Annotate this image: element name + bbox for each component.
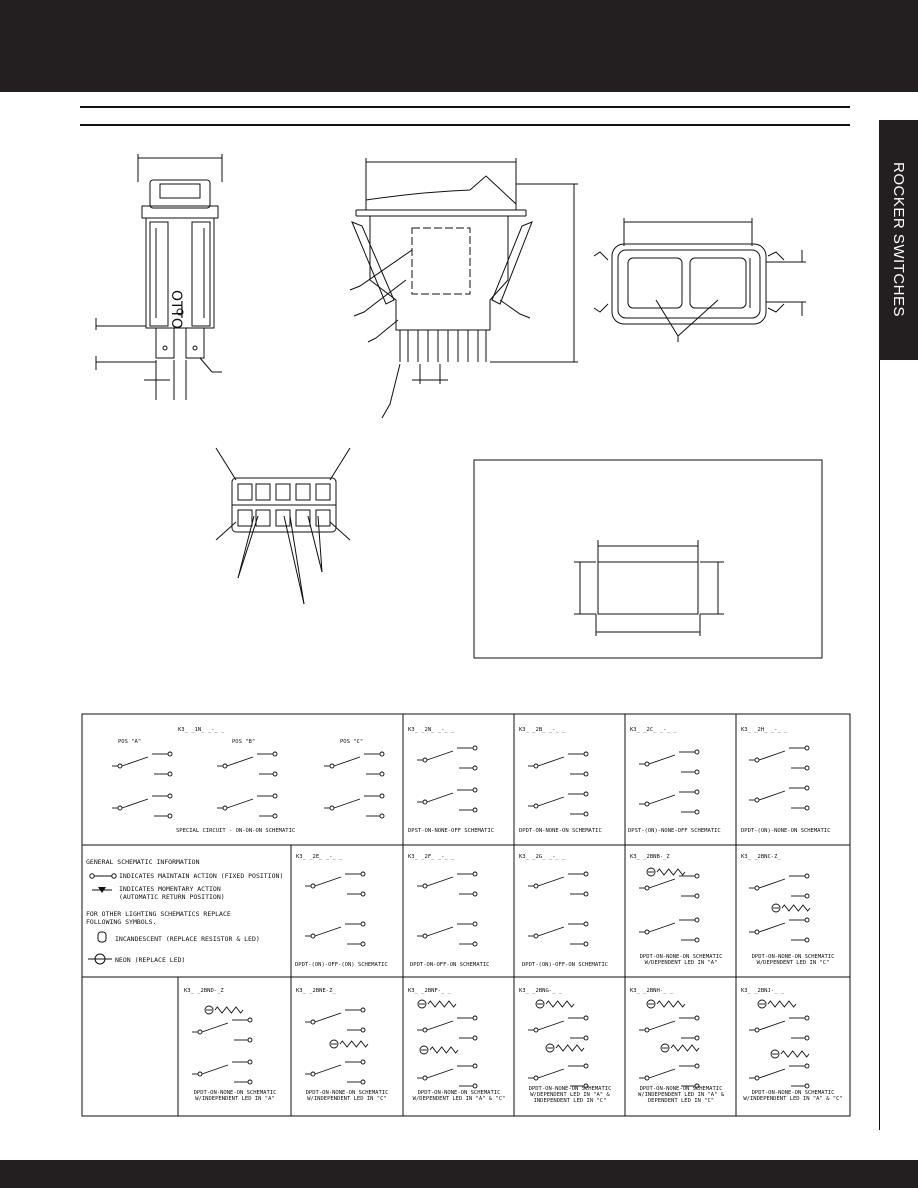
cell-caption: DPDT-ON-NONE-ON SCHEMATIC (519, 828, 602, 834)
schematic-mark (223, 764, 227, 768)
schematic-mark (423, 884, 427, 888)
schematic-mark (473, 746, 477, 750)
cell-caption: DPST-ON-NONE-OFF SCHEMATIC (408, 828, 495, 834)
schematic-mark (645, 886, 649, 890)
cell-code: K3_ _2BNG-_ _ (519, 988, 563, 994)
schematic-mark (118, 806, 122, 810)
terminal-view-drawing (216, 448, 350, 604)
schematic-mark (671, 1045, 699, 1051)
schematic-mark (273, 794, 277, 798)
schematic-mark (202, 1023, 228, 1032)
schematic-mark (315, 877, 341, 886)
schematic-mark (805, 766, 809, 770)
cell-caption: DPDT-ON-NONE-ON SCHEMATIC W/INDEPENDENT LED IN "A" & DEPENDENT LED IN "C" (637, 1086, 725, 1104)
schematic-mark (781, 1051, 809, 1057)
schematic-mark (649, 879, 675, 888)
schematic-mark (423, 1028, 427, 1032)
other-lighting-note: FOR OTHER LIGHTING SCHEMATICS REPLACE (86, 910, 231, 918)
cell-caption: DPST-(ON)-NONE-OFF SCHEMATIC (628, 828, 721, 834)
cell-code: K3_ _2E_ _-_ _ (296, 854, 343, 860)
pos-c-label: POS "C" (340, 739, 364, 745)
schematic-mark (122, 799, 148, 808)
schematic-mark (649, 795, 675, 804)
cell-code: K3_ _2F_ _-_ _ (408, 854, 455, 860)
schematic-mark (118, 764, 122, 768)
schematic-mark (695, 918, 699, 922)
schematic-mark (122, 757, 148, 766)
schematic-mark (584, 772, 588, 776)
schematic-mark (645, 930, 649, 934)
bezel-view-drawing (594, 218, 806, 342)
schematic-mark (473, 1064, 477, 1068)
schematic-mark (473, 1016, 477, 1020)
schematic-mark (428, 1001, 456, 1007)
cell-code: K3_ _2H_ _-_ _ (741, 727, 788, 733)
cell-caption-wrap (628, 954, 734, 976)
schematic-mark (759, 879, 785, 888)
schematic-mark (584, 812, 588, 816)
schematic-mark (361, 872, 365, 876)
schematic-mark (534, 884, 538, 888)
cell-caption: DPDT-ON-NONE-ON SCHEMATIC W/DEPENDENT LED IN "A" (639, 954, 723, 966)
schematic-mark (473, 922, 477, 926)
schematic-mark (534, 764, 538, 768)
schematic-mark (473, 892, 477, 896)
cell-caption: DPDT-ON-NONE-ON SCHEMATIC W/INDEPENDENT LED IN "C" (305, 1090, 389, 1102)
schematic-mark (273, 752, 277, 756)
schematic-mark (584, 1016, 588, 1020)
schematic-mark (380, 752, 384, 756)
schematic-mark (805, 806, 809, 810)
cell-caption: DPDT-(ON)-OFF-(ON) SCHEMATIC (295, 962, 388, 968)
side-view-drawing (96, 154, 222, 400)
schematic-mark (215, 1007, 243, 1013)
schematic-mark (334, 799, 360, 808)
schematic-mark (649, 1069, 675, 1078)
pos-b-label: POS "B" (232, 739, 256, 745)
schematic-mark (334, 757, 360, 766)
schematic-mark (427, 1021, 453, 1030)
schematic-mark (538, 757, 564, 766)
special-circuit-code: K3_ _1N_ _-_ _ (178, 727, 225, 733)
cell-caption: DPDT-ON-NONE-ON SCHEMATIC W/DEPENDENT LED IN "A" & INDEPENDENT LED IN "C" (528, 1086, 612, 1104)
schematic-mark (695, 810, 699, 814)
schematic-mark (198, 1072, 202, 1076)
schematic-mark (427, 751, 453, 760)
schematic-mark (361, 1060, 365, 1064)
cell-caption: DPDT-ON-NONE-ON SCHEMATIC W/INDEPENDENT LED IN "A" & "C" (743, 1090, 843, 1102)
schematic-mark (584, 1064, 588, 1068)
cell-code: K3_ _2BNC-Z_ (741, 854, 781, 860)
schematic-mark (427, 793, 453, 802)
schematic-mark (538, 1069, 564, 1078)
incandescent-icon (98, 932, 106, 942)
incandescent-note: INCANDESCENT (REPLACE RESISTOR & LED) (115, 935, 260, 943)
schematic-mark (584, 1036, 588, 1040)
schematic-mark (755, 798, 759, 802)
schematic-mark (645, 802, 649, 806)
schematic-mark (695, 1016, 699, 1020)
schematic-mark (649, 1021, 675, 1030)
schematic-mark (380, 794, 384, 798)
schematic-mark (361, 892, 365, 896)
schematic-mark (427, 1069, 453, 1078)
special-circuit-caption: SPECIAL CIRCUIT - ON-ON-ON SCHEMATIC (176, 828, 296, 834)
cell-caption-wrap (516, 1086, 624, 1114)
cell-code: K3_ _2BNE-Z_ (296, 988, 336, 994)
schematic-mark (473, 942, 477, 946)
schematic-mark (645, 1028, 649, 1032)
schematic-mark (657, 1001, 685, 1007)
schematic-mark (273, 772, 277, 776)
schematic-mark (168, 814, 172, 818)
schematic-mark (584, 872, 588, 876)
schematic-mark (759, 1069, 785, 1078)
cell-caption-wrap (627, 1086, 735, 1114)
side-tab-label: ROCKER SWITCHES (890, 162, 907, 318)
schematic-mark (695, 938, 699, 942)
schematic-mark (805, 874, 809, 878)
schematic-mark (473, 788, 477, 792)
cell-code: K3_ _2BNF-_ _ (408, 988, 452, 994)
schematic-mark (538, 797, 564, 806)
cell-caption-wrap (405, 1090, 513, 1112)
schematic-mark (168, 772, 172, 776)
cell-code: K3_ _2C_ _-_ _ (630, 727, 677, 733)
momentary-note-2: (AUTOMATIC RETURN POSITION) (119, 893, 225, 901)
schematic-mark (755, 758, 759, 762)
pos-a-label: POS "A" (118, 739, 142, 745)
cell-caption-wrap (180, 1090, 290, 1112)
schematic-mark (227, 757, 253, 766)
neon-note: NEON (REPLACE LED) (115, 956, 186, 964)
schematic-mark (361, 1028, 365, 1032)
schematic-mark (695, 750, 699, 754)
schematic-mark (315, 1013, 341, 1022)
cell-caption: DPDT-ON-NONE-ON SCHEMATIC W/DEPENDENT LED IN "A" & "C" (412, 1090, 506, 1102)
schematic-mark (755, 1076, 759, 1080)
cell-code: K3_ _2G_ _-_ _ (519, 854, 566, 860)
schematic-mark (311, 934, 315, 938)
schematic-mark (423, 758, 427, 762)
cell-code: K3_ _2N_ _-_ _ (408, 727, 455, 733)
schematic-mark (273, 814, 277, 818)
schematic-mark (248, 1018, 252, 1022)
schematic-mark (427, 927, 453, 936)
schematic-mark (649, 755, 675, 764)
schematic-mark (759, 791, 785, 800)
cell-caption-wrap (738, 1090, 848, 1112)
schematic-mark (538, 927, 564, 936)
schematic-mark (782, 905, 810, 911)
schematic-mark (584, 792, 588, 796)
schematic-mark (248, 1038, 252, 1042)
cell-caption-wrap (739, 954, 847, 976)
schematic-mark (649, 923, 675, 932)
cell-caption: DPDT-ON-NONE-ON SCHEMATIC W/DEPENDENT LED IN "C" (751, 954, 835, 966)
schematic-mark (805, 786, 809, 790)
panel-cutout-drawing (474, 460, 822, 658)
schematic-mark (380, 814, 384, 818)
cell-caption: DPDT-ON-OFF-ON SCHEMATIC (410, 962, 490, 968)
schematic-mark (423, 934, 427, 938)
schematic-mark (538, 877, 564, 886)
schematic-mark (223, 806, 227, 810)
cell-code: K3_ _2BNB-_Z (630, 854, 670, 860)
schematic-mark (315, 927, 341, 936)
schematic-mark (534, 1028, 538, 1032)
schematic-mark (227, 799, 253, 808)
schematic-mark (473, 1036, 477, 1040)
schematic-mark (695, 790, 699, 794)
schematic-mark (330, 806, 334, 810)
schematic-mark (168, 794, 172, 798)
schematic-mark (473, 766, 477, 770)
schematic-mark (805, 1064, 809, 1068)
schematic-mark (423, 800, 427, 804)
schematic-mark (759, 751, 785, 760)
schematic-mark (361, 942, 365, 946)
schematic-mark (805, 1016, 809, 1020)
schematic-mark (755, 930, 759, 934)
schematic-mark (546, 1001, 574, 1007)
schematic-mark (657, 869, 685, 875)
schematic-mark (645, 762, 649, 766)
cell-code: K3_ _2BNH-_ _ (630, 988, 674, 994)
schematic-mark (695, 894, 699, 898)
cell-caption: DPDT-(ON)-OFF-ON SCHEMATIC (522, 962, 609, 968)
schematic-mark (361, 1080, 365, 1084)
cell-caption: DPDT-ON-NONE-ON SCHEMATIC W/INDEPENDENT LED IN "A" (193, 1090, 277, 1102)
schematic-mark (473, 872, 477, 876)
schematic-mark (198, 1030, 202, 1034)
schematic-mark (248, 1060, 252, 1064)
general-heading: GENERAL SCHEMATIC INFORMATION (86, 858, 200, 866)
schematic-mark (311, 1072, 315, 1076)
schematic-mark (311, 1020, 315, 1024)
momentary-note: INDICATES MOMENTARY ACTION (119, 885, 221, 893)
schematic-mark (427, 877, 453, 886)
schematic-mark (202, 1065, 228, 1074)
schematic-mark (805, 894, 809, 898)
svg-text:OTTO: OTTO (168, 290, 184, 329)
schematic-mark (805, 1084, 809, 1088)
schematic-mark (805, 1036, 809, 1040)
schematic-mark (755, 1028, 759, 1032)
schematic-mark (768, 1001, 796, 1007)
other-lighting-note-2: FOLLOWING SYMBOLS. (86, 918, 157, 926)
schematic-mark (168, 752, 172, 756)
cell-code: K3_ _2B_ _-_ _ (519, 727, 566, 733)
schematic-mark (534, 934, 538, 938)
general-info-cell (86, 858, 283, 964)
schematic-mark (584, 892, 588, 896)
cell-caption: DPDT-(ON)-NONE-ON SCHEMATIC (741, 828, 831, 834)
schematic-mark (759, 923, 785, 932)
schematic-mark (759, 1021, 785, 1030)
schematic-mark (556, 1045, 584, 1051)
schematic-mark (695, 1036, 699, 1040)
schematic-mark (584, 942, 588, 946)
schematic-mark (315, 1065, 341, 1074)
maintain-note: INDICATES MAINTAIN ACTION (FIXED POSITION) (119, 872, 284, 880)
special-circuit-cell (118, 727, 363, 834)
schematic-mark (695, 874, 699, 878)
schematic-mark (473, 1084, 477, 1088)
schematic-mark (534, 1076, 538, 1080)
front-view-drawing (350, 158, 578, 418)
schematic-mark (805, 746, 809, 750)
schematic-mark (361, 1008, 365, 1012)
schematic-mark (584, 922, 588, 926)
schematic-mark (430, 1047, 458, 1053)
schematic-mark (645, 1076, 649, 1080)
neon-icon (88, 954, 112, 964)
schematic-mark (584, 752, 588, 756)
schematic-mark (534, 804, 538, 808)
schematic-mark (340, 1041, 368, 1047)
schematic-mark (473, 808, 477, 812)
schematic-mark (423, 1076, 427, 1080)
schematic-mark (805, 938, 809, 942)
schematic-mark (695, 1064, 699, 1068)
schematic-mark (538, 1021, 564, 1030)
cell-code: K3_ _2BND-_Z (184, 988, 224, 994)
cell-caption-wrap (293, 1090, 401, 1112)
schematic-mark (380, 772, 384, 776)
schematic-mark (330, 764, 334, 768)
cell-code: K3_ _2BNJ-_ _ (741, 988, 785, 994)
schematic-mark (248, 1080, 252, 1084)
schematic-mark (361, 922, 365, 926)
schematic-mark (311, 884, 315, 888)
schematic-mark (805, 918, 809, 922)
schematic-mark (755, 886, 759, 890)
schematic-mark (695, 770, 699, 774)
